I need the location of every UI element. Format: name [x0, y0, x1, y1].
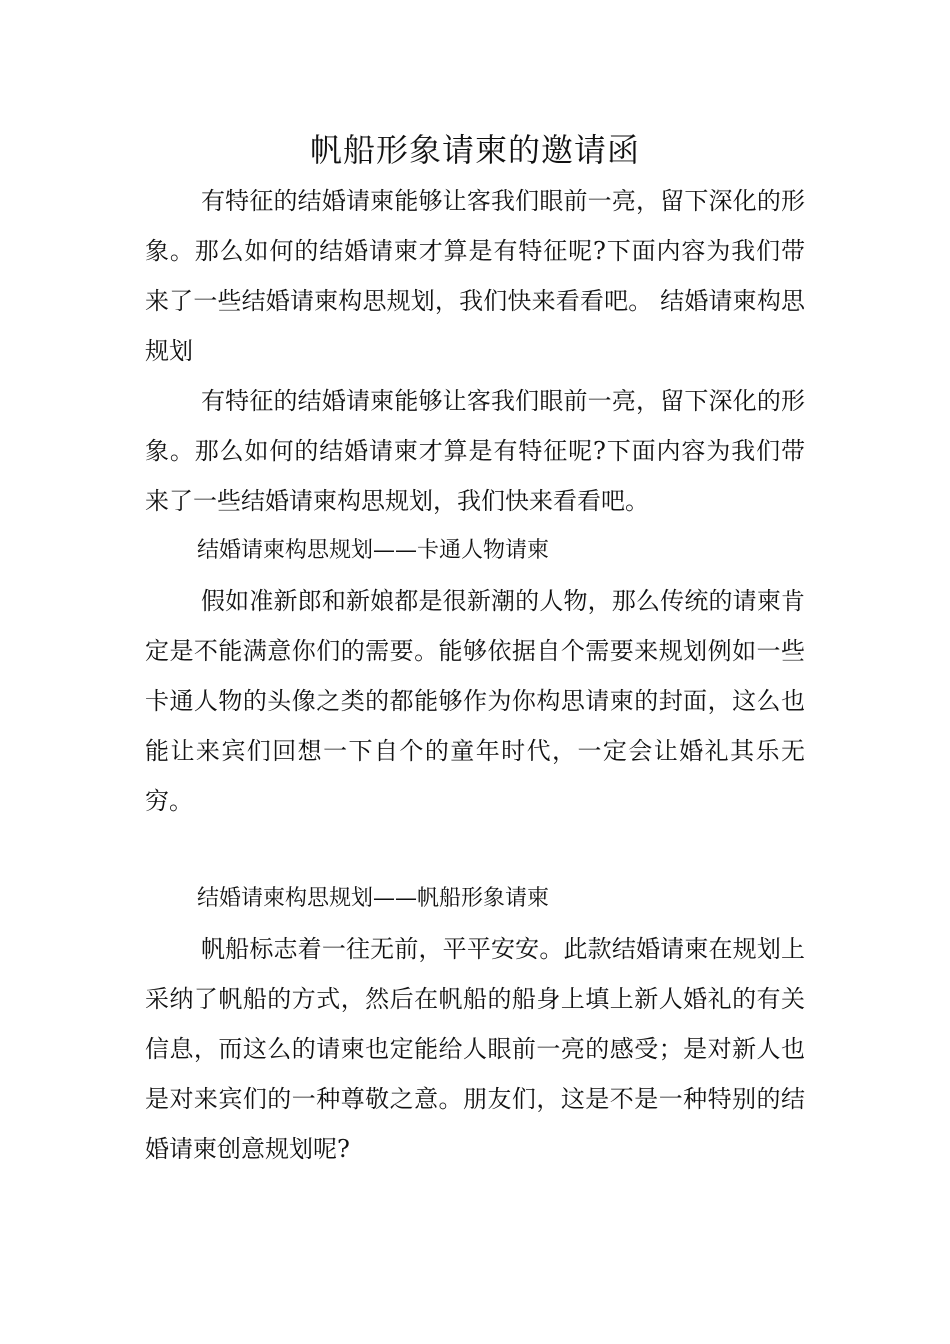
section-heading-sailboat: 结婚请柬构思规划——帆船形象请柬	[197, 886, 550, 911]
document-title: 帆船形象请柬的邀请函	[309, 131, 640, 169]
intro-paragraph-2: 有特征的结婚请柬能够让客我们眼前一亮，留下深化的形象。那么如何的结婚请柬才算是有特征呢?下面内容为我们带来了一些结婚请柬构思规划，我们快来看看吧。	[145, 387, 805, 515]
intro-paragraph-1: 有特征的结婚请柬能够让客我们眼前一亮，留下深化的形象。那么如何的结婚请柬才算是有特征呢?下面内容为我们带来了一些结婚请柬构思规划，我们快来看看吧。 结婚请柬构思规划	[145, 187, 805, 365]
document-page	[145, 124, 805, 1174]
section-spacer	[145, 826, 805, 874]
section-heading-cartoon: 结婚请柬构思规划——卡通人物请柬	[197, 538, 550, 563]
section-body-sailboat: 帆船标志着一往无前，平平安安。此款结婚请柬在规划上采纳了帆船的方式，然后在帆船的船身上填上新人婚礼的有关信息，而这么的请柬也定能给人眼前一亮的感受；是对新人也是对来宾们的一种尊敬之意。朋友们，这是不是一种特别的结婚请柬创意规划呢?	[145, 935, 805, 1163]
section-body-cartoon: 假如准新郎和新娘都是很新潮的人物，那么传统的请柬肯定是不能满意你们的需要。能够依据自个需要来规划例如一些卡通人物的头像之类的都能够作为你构思请柬的封面，这么也能让来宾们回想一下自个的童年时代，一定会让婚礼其乐无穷。	[145, 587, 805, 815]
